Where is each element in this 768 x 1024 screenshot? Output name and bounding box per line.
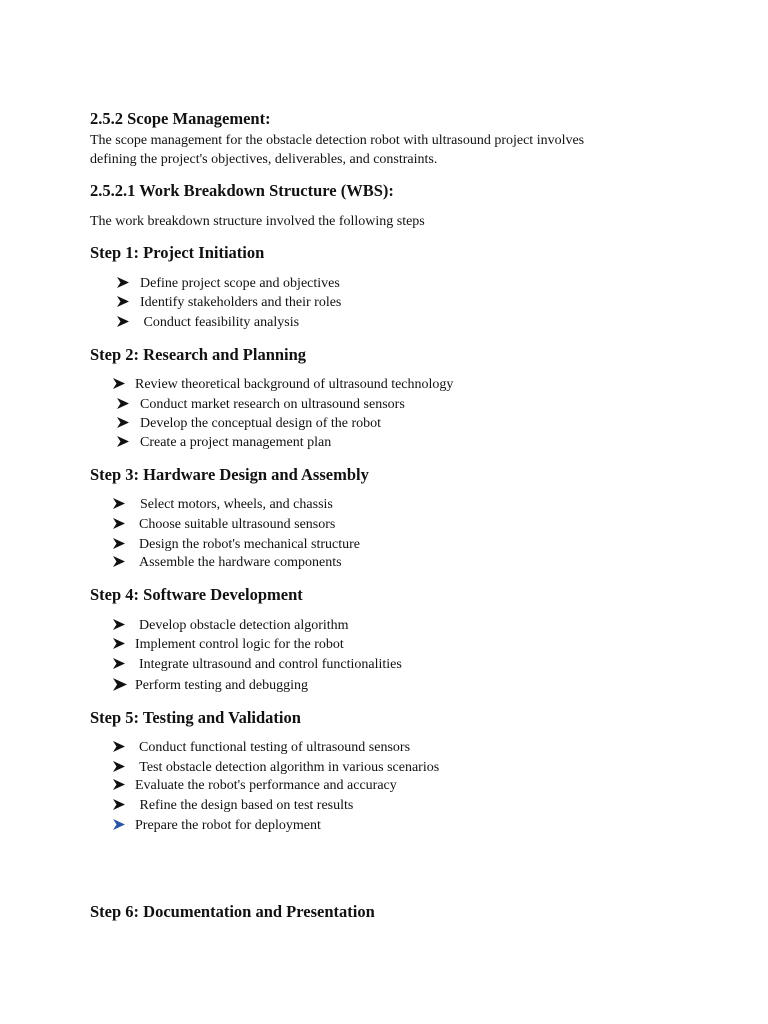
list-item: Implement control logic for the robot [113, 635, 344, 654]
list-item: Design the robot's mechanical structure [113, 535, 360, 554]
arrowhead-bullet-icon [113, 799, 125, 810]
arrowhead-bullet-icon [113, 658, 125, 669]
arrowhead-bullet-icon [113, 761, 125, 772]
section-intro-line-2: defining the project's objectives, deliverables, and constraints. [90, 152, 438, 167]
arrowhead-bullet-icon [113, 556, 125, 567]
arrowhead-bullet-icon [113, 518, 125, 529]
step-1-heading: Step 1: Project Initiation [90, 243, 265, 262]
step-2-heading: Step 2: Research and Planning [90, 345, 307, 364]
list-item: Develop the conceptual design of the robot [117, 414, 381, 433]
list-item: Review theoretical background of ultrasound technology [113, 375, 453, 394]
section-heading: 2.5.2 Scope Management: [90, 109, 271, 128]
arrowhead-bullet-icon [117, 316, 129, 327]
step-6-heading: Step 6: Documentation and Presentation [90, 902, 375, 921]
section-intro-line-1: The scope management for the obstacle detection robot with ultrasound project involves [90, 133, 585, 148]
step-4-heading: Step 4: Software Development [90, 585, 303, 604]
arrowhead-bullet-icon [117, 398, 129, 409]
list-item: Identify stakeholders and their roles [117, 293, 341, 312]
list-item: Prepare the robot for deployment [113, 816, 321, 835]
list-item: Evaluate the robot's performance and accuracy [113, 776, 397, 795]
wbs-intro: The work breakdown structure involved the following steps [90, 214, 425, 229]
list-item: Develop obstacle detection algorithm [113, 616, 349, 635]
list-item: Test obstacle detection algorithm in various scenarios [113, 758, 439, 777]
step-3-heading: Step 3: Hardware Design and Assembly [90, 465, 369, 484]
arrowhead-bullet-icon [117, 277, 129, 288]
wbs-heading: 2.5.2.1 Work Breakdown Structure (WBS): [90, 181, 394, 200]
list-item: Perform testing and debugging [113, 676, 308, 695]
list-item: Choose suitable ultrasound sensors [113, 515, 335, 534]
list-item: Integrate ultrasound and control functionalities [113, 655, 402, 674]
arrowhead-bullet-icon [113, 819, 125, 830]
arrowhead-bullet-icon [113, 638, 125, 649]
list-item: Conduct market research on ultrasound sensors [117, 395, 405, 414]
list-item: Select motors, wheels, and chassis [113, 495, 333, 514]
list-item: Create a project management plan [117, 433, 331, 452]
list-item: Conduct functional testing of ultrasound sensors [113, 738, 410, 757]
arrowhead-bullet-icon [113, 678, 127, 691]
arrowhead-bullet-icon [113, 779, 125, 790]
list-item: Assemble the hardware components [113, 553, 342, 572]
arrowhead-bullet-icon [117, 417, 129, 428]
arrowhead-bullet-icon [113, 619, 125, 630]
arrowhead-bullet-icon [113, 378, 125, 389]
arrowhead-bullet-icon [117, 436, 129, 447]
step-5-heading: Step 5: Testing and Validation [90, 708, 301, 727]
arrowhead-bullet-icon [113, 741, 125, 752]
arrowhead-bullet-icon [113, 538, 125, 549]
list-item: Define project scope and objectives [117, 274, 340, 293]
arrowhead-bullet-icon [117, 296, 129, 307]
arrowhead-bullet-icon [113, 498, 125, 509]
list-item: Conduct feasibility analysis [117, 313, 299, 332]
list-item: Refine the design based on test results [113, 796, 353, 815]
